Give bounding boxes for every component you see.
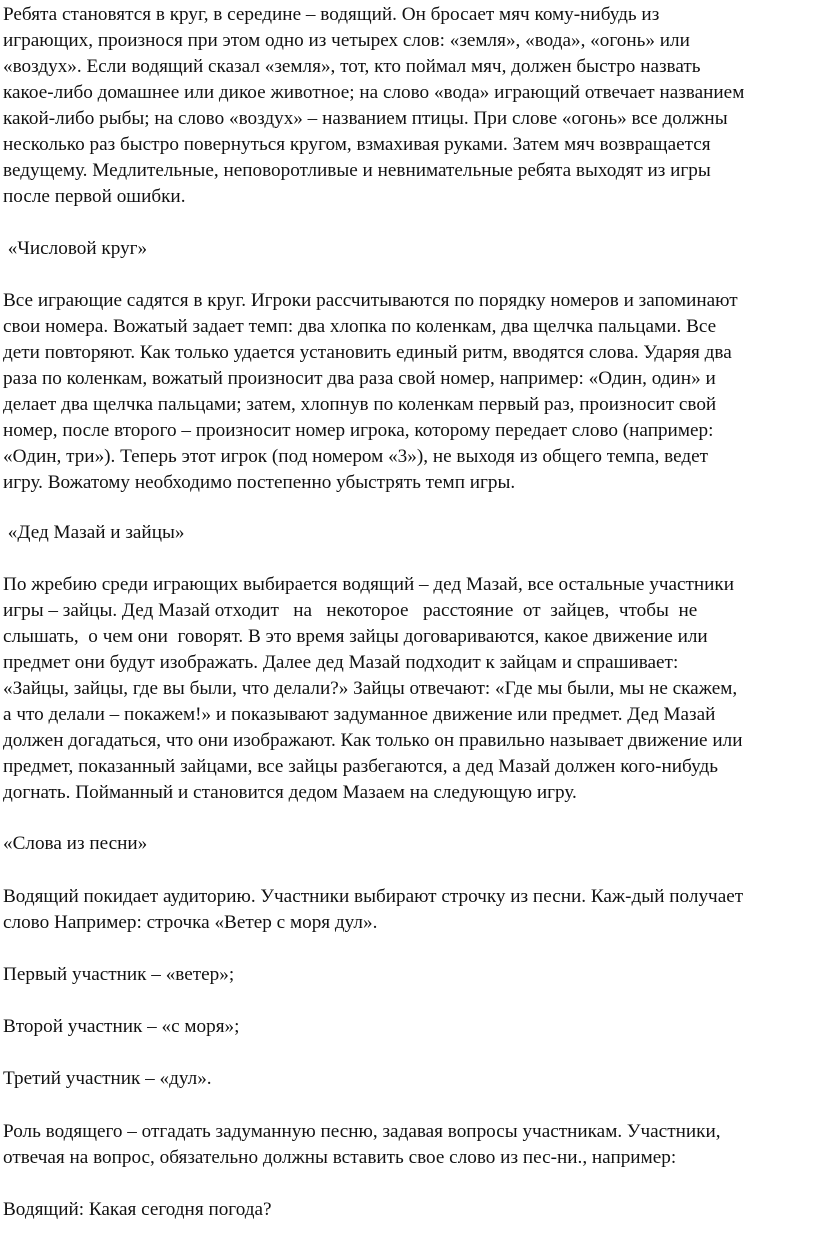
text-line: какое-либо домашнее или дикое животное; на слово «вода» играющий отвечает названием xyxy=(3,82,745,103)
heading-text: «Слова из песни» xyxy=(3,833,148,854)
heading-text: «Числовой круг» xyxy=(3,238,148,259)
text-line: догнать. Пойманный и становится дедом Мазаем на следующую игру. xyxy=(3,782,577,803)
heading-ded-mazai xyxy=(3,520,811,546)
paragraph-song-intro xyxy=(3,884,811,936)
paragraph-driver-role xyxy=(3,1119,811,1171)
text-line: номер, после второго – произносит номер игрока, которому передает слово (например: xyxy=(3,420,714,441)
text-line: «Один, три»). Теперь этот игрок (под номером «3»), не выходя из общего темпа, ведет xyxy=(3,446,709,467)
paragraph-ded-mazai xyxy=(3,572,811,806)
text-line: Роль водящего – отгадать задуманную песню, задавая вопросы участникам. Участники, xyxy=(3,1121,721,1142)
text-line: Водящий: Какая сегодня погода? xyxy=(3,1199,272,1220)
paragraph-driver-question xyxy=(3,1197,811,1223)
text-line: игру. Вожатому необходимо постепенно убыстрять темп игры. xyxy=(3,472,516,493)
text-line: Все играющие садятся в круг. Игроки рассчитываются по порядку номеров и запоминают xyxy=(3,290,738,311)
text-line: «Зайцы, зайцы, где вы были, что делали?» Зайцы отвечают: «Где мы были, мы не скажем, xyxy=(3,678,738,699)
text-line: после первой ошибки. xyxy=(3,186,186,207)
text-line: дети повторяют. Как только удается установить единый ритм, вводятся слова. Ударяя два xyxy=(3,342,732,363)
text-line: предмет они будут изображать. Далее дед Мазай подходит к зайцам и спрашивает: xyxy=(3,652,679,673)
heading-song-words xyxy=(3,831,811,857)
text-line: Ребята становятся в круг, в середине – водящий. Он бросает мяч кому-нибудь из xyxy=(3,4,660,25)
text-line: ведущему. Медлительные, неповоротливые и невнимательные ребята выходят из игры xyxy=(3,160,711,181)
text-line: играющих, произнося при этом одно из четырех слов: «земля», «вода», «огонь» или xyxy=(3,30,690,51)
heading-number-circle xyxy=(3,236,811,262)
text-line: какой-либо рыбы; на слово «воздух» – названием птицы. При слове «огонь» все должны xyxy=(3,108,728,129)
text-line: Первый участник – «ветер»; xyxy=(3,964,235,985)
text-line: слышать, о чем они говорят. В это время зайцы договариваются, какое движение или xyxy=(3,626,708,647)
text-line: игры – зайцы. Дед Мазай отходит на некоторое расстояние от зайцев, чтобы не xyxy=(3,600,698,621)
text-line: делает два щелчка пальцами; затем, хлопнув по коленкам первый раз, произносит свой xyxy=(3,394,717,415)
paragraph-second-participant xyxy=(3,1014,811,1040)
text-line: «воздух». Если водящий сказал «земля», тот, кто поймал мяч, должен быстро назвать xyxy=(3,56,701,77)
text-line: По жребию среди играющих выбирается водящий – дед Мазай, все остальные участники xyxy=(3,574,735,595)
text-line: Водящий покидает аудиторию. Участники выбирают строчку из песни. Каж-дый получает xyxy=(3,886,744,907)
heading-text: «Дед Мазай и зайцы» xyxy=(3,522,185,543)
text-line: Третий участник – «дул». xyxy=(3,1068,212,1089)
text-line: отвечая на вопрос, обязательно должны вставить свое слово из пес-ни., например: xyxy=(3,1147,677,1168)
text-line: Второй участник – «с моря»; xyxy=(3,1016,240,1037)
text-line: свои номера. Вожатый задает темп: два хлопка по коленкам, два щелчка пальцами. Все xyxy=(3,316,717,337)
text-line: должен догадаться, что они изображают. Как только он правильно называет движение или xyxy=(3,730,743,751)
paragraph-ball-game xyxy=(3,2,811,210)
text-line: раза по коленкам, вожатый произносит два раза свой номер, например: «Один, один» и xyxy=(3,368,716,389)
paragraph-third-participant xyxy=(3,1066,811,1092)
text-line: слово Например: строчка «Ветер с моря дул». xyxy=(3,912,378,933)
text-line: а что делали – покажем!» и показывают задуманное движение или предмет. Дед Мазай xyxy=(3,704,716,725)
text-line: предмет, показанный зайцами, все зайцы разбегаются, а дед Мазай должен кого-нибудь xyxy=(3,756,718,777)
paragraph-number-circle xyxy=(3,288,811,496)
text-line: несколько раз быстро повернуться кругом, взмахивая руками. Затем мяч возвращается xyxy=(3,134,711,155)
paragraph-first-participant xyxy=(3,962,811,988)
